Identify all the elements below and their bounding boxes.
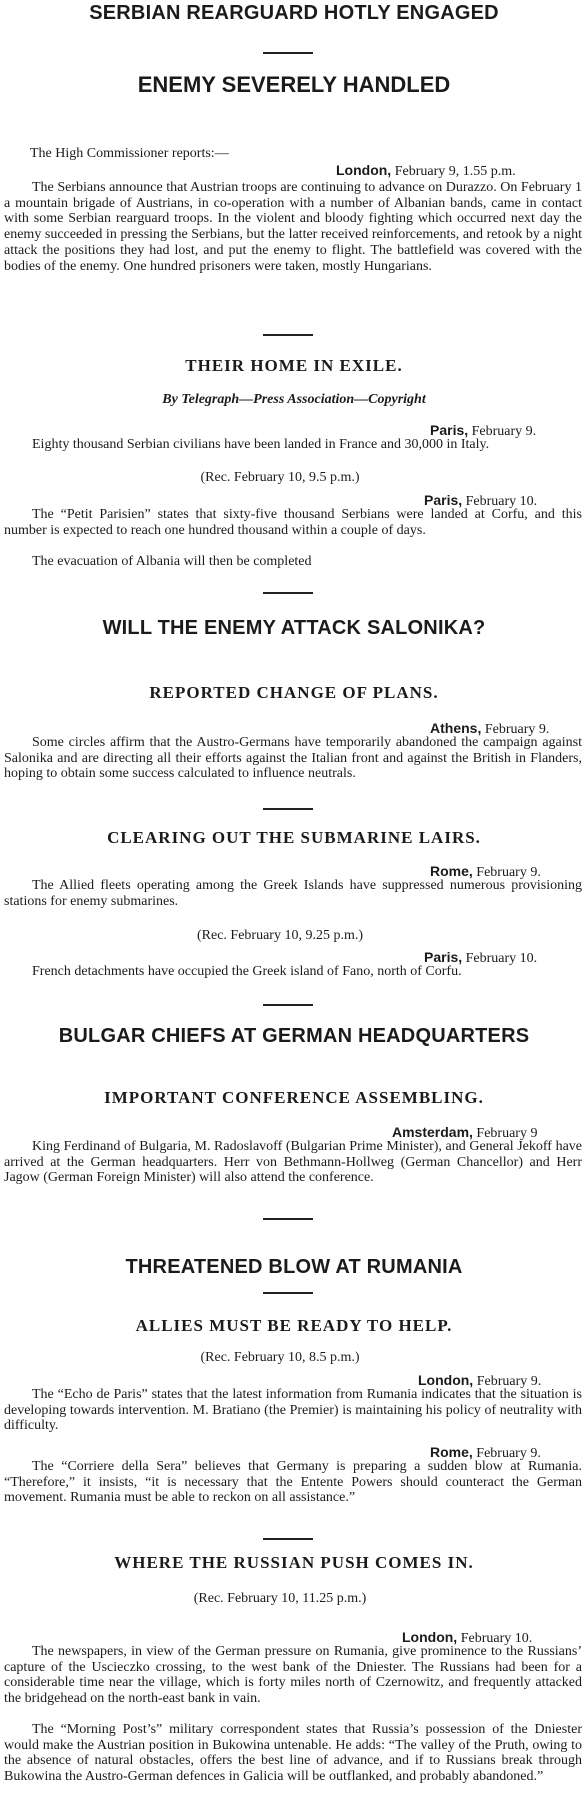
article-body-submarine-2: French detachments have occupied the Greek island of Fano, north of Corfu.	[32, 964, 462, 979]
dateline-place: London,	[336, 162, 392, 178]
article-body-rumania-1: The “Echo de Paris” states that the latest information from Rumania indicates that the situation is developing towards intervention. M. Bratiano (the Premier) is maintaining his policy of neutrality with difficulty.	[4, 1387, 582, 1434]
headline-serbian-rearguard: SERBIAN REARGUARD HOTLY ENGAGED	[89, 2, 499, 24]
intro-line: The High Commissioner reports:—	[30, 146, 229, 161]
dateline-place: Paris,	[424, 492, 463, 508]
section-rule	[263, 592, 313, 594]
article-body-salonika: Some circles affirm that the Austro-Germans have temporarily abandoned the campaign against Salonika and are directing all their efforts against the Italian front and against the British in Flanders, hoping to obtain some success calculated to influence neutrals.	[4, 735, 582, 782]
section-rule	[263, 1292, 313, 1294]
dateline-date: February 10.	[465, 494, 538, 509]
headline-russian-push: WHERE THE RUSSIAN PUSH COMES IN.	[114, 1553, 474, 1572]
section-rule	[263, 52, 313, 54]
dateline-date: February 9.	[476, 1446, 541, 1461]
dateline-place: London,	[418, 1372, 474, 1388]
headline-bulgar-chiefs: BULGAR CHIEFS AT GERMAN HEADQUARTERS	[58, 1025, 530, 1047]
received-line: (Rec. February 10, 11.25 p.m.)	[193, 1591, 367, 1606]
subhead-enemy-severely-handled: ENEMY SEVERELY HANDLED	[137, 72, 451, 97]
article-body-russian-1: The newspapers, in view of the German pressure on Rumania, give prominence to the Russians’ capture of the Uscieczko crossing, to the west bank of the Dniester. The Russians had been for a considerable time near the village, which is forty miles north of Czernowitz, and frequently attacked the bridgehead on the north-east bank in vain.	[4, 1644, 582, 1707]
headline-submarine-lairs: CLEARING OUT THE SUBMARINE LAIRS.	[107, 828, 481, 847]
headline-home-in-exile: THEIR HOME IN EXILE.	[185, 356, 403, 375]
article-body-submarine-1: The Allied fleets operating among the Greek Islands have suppressed numerous provisioning stations for enemy submarines.	[4, 878, 582, 909]
dateline-london	[336, 162, 516, 180]
article-body-exile-1: Eighty thousand Serbian civilians have been landed in France and 30,000 in Italy.	[32, 437, 490, 452]
section-rule	[263, 1218, 313, 1220]
article-body-exile-3: The evacuation of Albania will then be completed	[32, 554, 312, 569]
section-rule	[263, 1004, 313, 1006]
dateline-date: February 9, 1.55 p.m.	[394, 164, 516, 179]
dateline-date: February 9.	[484, 722, 550, 737]
dateline-date: February 10.	[465, 951, 538, 966]
section-rule	[263, 334, 313, 336]
dateline-place: Athens,	[430, 720, 482, 736]
received-line: (Rec. February 10, 9.25 p.m.)	[196, 928, 364, 943]
article-body-serbian: The Serbians announce that Austrian troops are continuing to advance on Durazzo. On February 1 a mountain brigade of Austrians, in co-operation with a number of Albanian bands, came in contact with some Serbian rearguard troops. In the violent and bloody fighting which occurred next day the enemy succeeded in pressing the Serbians, but the latter received reinforcements, and retook by a night attack the positions they had lost, and put the enemy to flight. The battlefield was covered with the bodies of the enemy. One hundred prisoners were taken, mostly Hungarians.	[4, 180, 582, 274]
article-body-exile-2: The “Petit Parisien” states that sixty-five thousand Serbians were landed at Corfu, and this number is expected to reach one hundred thousand within a couple of days.	[4, 507, 582, 538]
dateline-date: February 9.	[476, 865, 541, 880]
dateline-place: London,	[402, 1629, 458, 1645]
dateline-place: Paris,	[424, 949, 463, 965]
dateline-place: Rome,	[430, 1444, 473, 1460]
dateline-place: Paris,	[430, 422, 469, 438]
dateline-date: February 9.	[471, 424, 537, 439]
dateline-date: February 9.	[476, 1374, 542, 1389]
section-rule	[263, 808, 313, 810]
article-body-rumania-2: The “Corriere della Sera” believes that Germany is preparing a sudden blow at Rumania. “Therefore,” it insists, “it is necessary that the Entente Powers should counteract the German movement. Rumania must be able to reckon on all assistance.”	[4, 1459, 582, 1506]
dateline-place: Rome,	[430, 863, 473, 879]
dateline-date: February 9	[476, 1126, 538, 1141]
headline-salonika: WILL THE ENEMY ATTACK SALONIKA?	[102, 617, 486, 639]
received-line: (Rec. February 10, 9.5 p.m.)	[200, 470, 360, 485]
byline: By Telegraph—Press Association—Copyright	[162, 392, 426, 407]
section-rule	[263, 1538, 313, 1540]
dateline-date: February 10.	[460, 1631, 533, 1646]
headline-rumania: THREATENED BLOW AT RUMANIA	[125, 1256, 463, 1278]
dateline-place: Amsterdam,	[392, 1124, 473, 1140]
subhead-conference: IMPORTANT CONFERENCE ASSEMBLING.	[104, 1088, 484, 1107]
article-body-russian-2: The “Morning Post’s” military correspondent states that Russia’s possession of the Dniester would make the Austrian position in Bukowina untenable. He adds: “The valley of the Pruth, owing to the absence of natural obstacles, offers the best line of advance, and if to Russians break through Bukowina the Austro-German defences in Galicia will be outflanked, and probably abandoned.”	[4, 1722, 582, 1785]
subhead-allies-ready: ALLIES MUST BE READY TO HELP.	[135, 1316, 453, 1335]
subhead-change-of-plans: REPORTED CHANGE OF PLANS.	[149, 683, 439, 702]
article-body-bulgar: King Ferdinand of Bulgaria, M. Radoslavoff (Bulgarian Prime Minister), and General Jekoff have arrived at the German headquarters. Herr von Bethmann-Hollweg (German Chancellor) and Herr Jagow (German Foreign Minister) will also attend the conference.	[4, 1139, 582, 1186]
received-line: (Rec. February 10, 8.5 p.m.)	[200, 1350, 360, 1365]
